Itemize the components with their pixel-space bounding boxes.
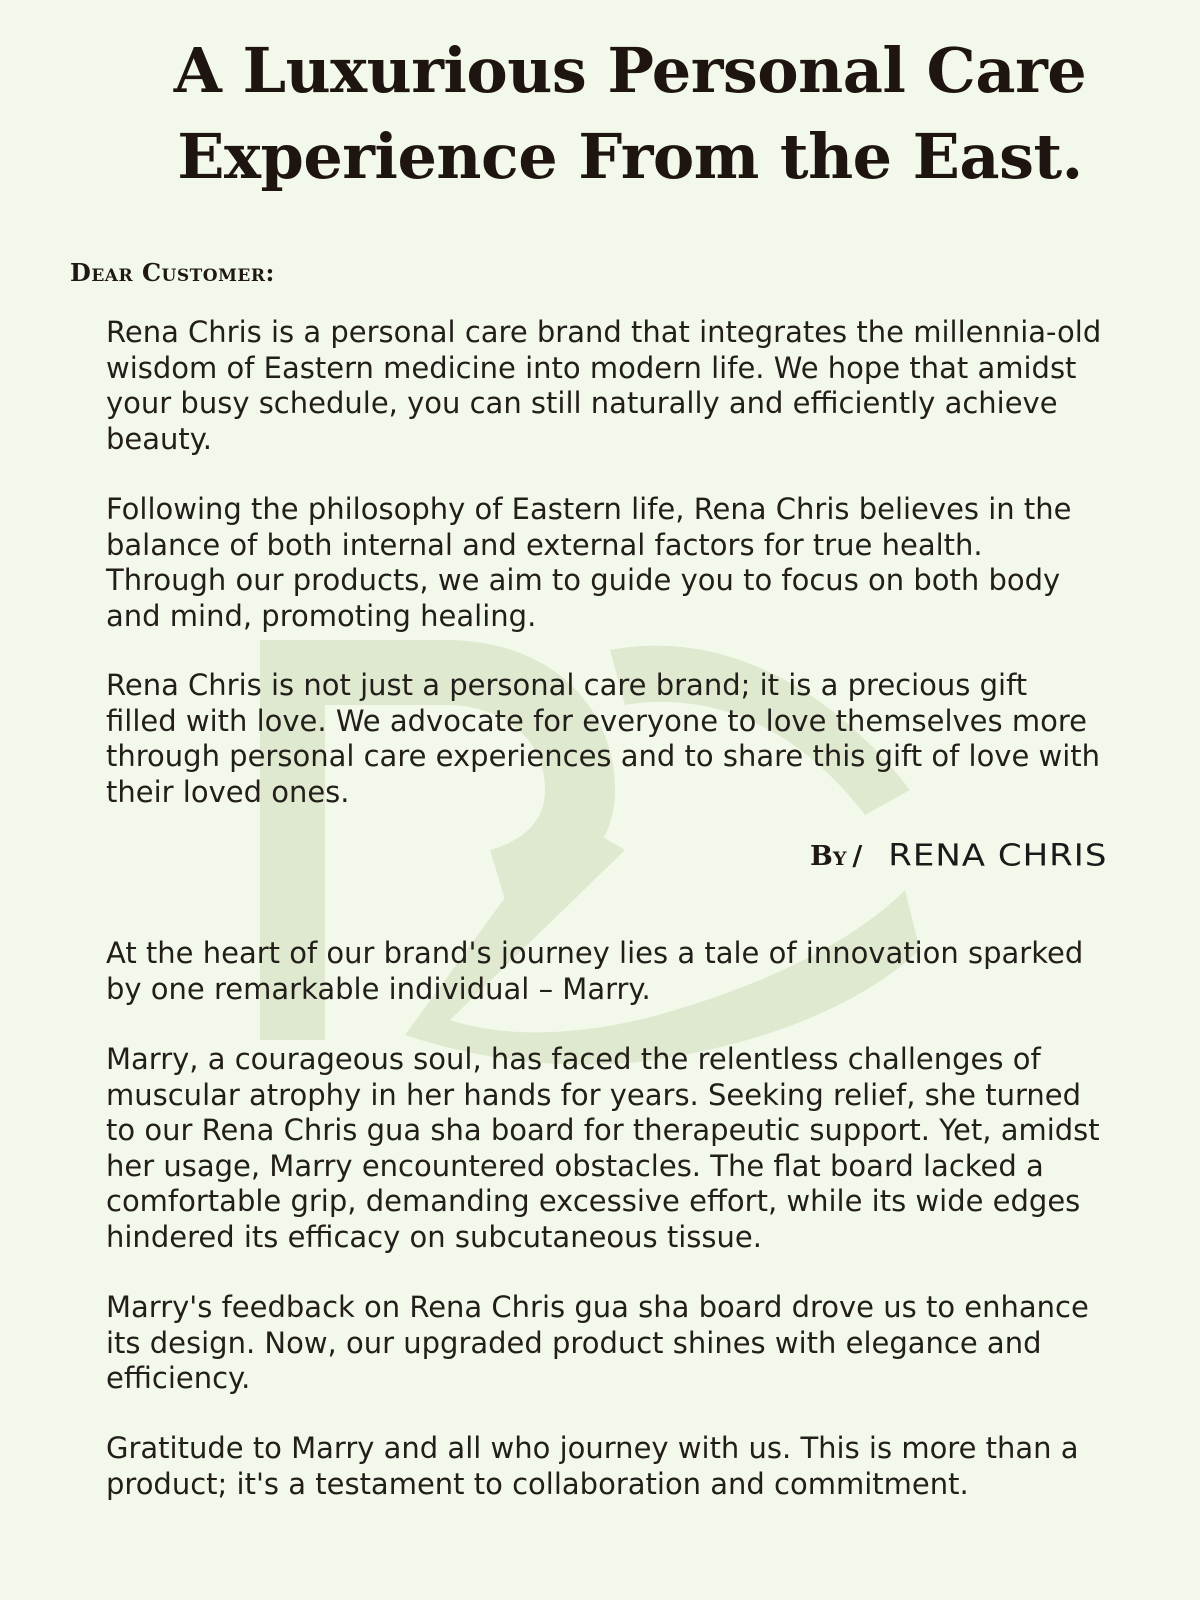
signature bbox=[810, 836, 1107, 876]
page-title bbox=[130, 28, 1130, 200]
title-line-2: Experience From the East. bbox=[177, 120, 1083, 193]
title-line-1: A Luxurious Personal Care bbox=[173, 34, 1087, 107]
paragraph-marry-story: Marry, a courageous soul, has faced the relentless challenges of muscular atrophy in her hands for years. Seeking relief, she turned to our Rena Chris gua sha board for therapeutic support. Yet, amidst her usage, Marry encountered obstacles. The flat board lacked a comfortable grip, demanding excessive effort, while its wide edges hindered its efficacy on subcutaneous tissue. bbox=[106, 1042, 1100, 1254]
paragraph-intro: Rena Chris is a personal care brand that integrates the millennia-old wisdom of Eastern medicine into modern life. We hope that amidst your busy schedule, you can still naturally and efficiently achieve beauty. bbox=[106, 315, 1102, 456]
brand-logo: RENA CHRIS bbox=[888, 838, 1108, 874]
paragraph-journey: At the heart of our brand's journey lies a tale of innovation sparked by one remarkable individual – Marry. bbox=[106, 936, 1084, 1006]
paragraph-gratitude: Gratitude to Marry and all who journey with us. This is more than a product; it's a testament to collaboration and commitment. bbox=[106, 1431, 1079, 1501]
paragraph-gift: Rena Chris is not just a personal care brand; it is a precious gift filled with love. We advocate for everyone to love themselves more through personal care experiences and to share this gift of love with their loved ones. bbox=[106, 668, 1101, 809]
greeting: Dear Customer: bbox=[70, 258, 275, 287]
paragraph-feedback: Marry's feedback on Rena Chris gua sha board drove us to enhance its design. Now, our upgraded product shines with elegance and efficiency. bbox=[106, 1290, 1089, 1395]
signature-by-label: By bbox=[810, 840, 847, 872]
signature-slash: / bbox=[852, 840, 863, 872]
paragraph-philosophy: Following the philosophy of Eastern life, Rena Chris believes in the balance of both internal and external factors for true health. Through our products, we aim to guide you to focus on both body and mind, promoting healing. bbox=[106, 492, 1072, 633]
